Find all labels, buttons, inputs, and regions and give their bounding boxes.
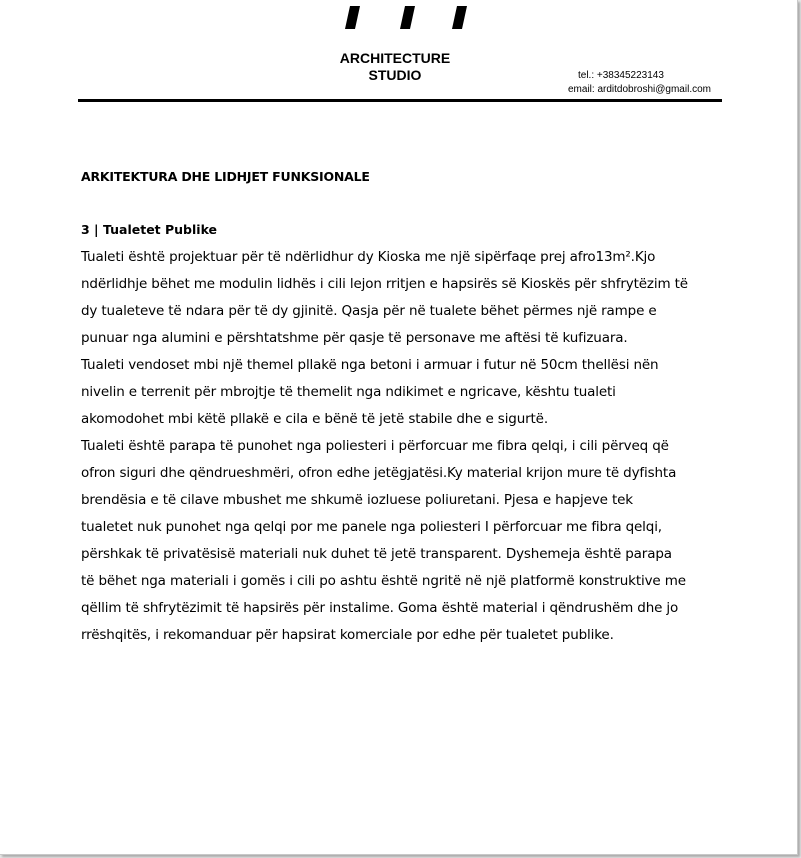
section-title: ARKITEKTURA DHE LIDHJET FUNKSIONALE <box>81 169 370 184</box>
body-line: brendësia e të cilave mbushet me shkumë iozluese poliuretani. Pjesa e hapjeve tek <box>81 492 633 508</box>
subsection-title: 3 | Tualetet Publike <box>81 222 218 237</box>
studio-name <box>320 50 470 84</box>
body-line: nivelin e terrenit për mbrojtje të themelit nga ndikimet e ngricave, kështu tualeti <box>81 384 616 400</box>
header-divider <box>78 99 722 102</box>
body-line: ndërlidhje bëhet me modulin lidhës i cili lejon rritjen e hapsirës së Kioskës për shfrytëzim të <box>81 276 688 292</box>
body-line: ofron siguri dhe qëndrueshmëri, ofron edhe jetëgjatësi.Ky material krijon mure të dyfishta <box>81 465 677 481</box>
studio-name-line1: ARCHITECTURE <box>339 50 451 66</box>
body-line: punuar nga alumini e përshtatshme për qasje të personave me aftësi të kufizuara. <box>81 330 628 346</box>
body-line: Tualeti është parapa të punohet nga poliesteri i përforcuar me fibra qelqi, i cili përveq që <box>81 438 669 454</box>
logo-slash-2 <box>400 6 415 29</box>
contact-email: email: arditdobroshi@gmail.com <box>568 84 711 95</box>
body-line: rrëshqitës, i rekomanduar për hapsirat komerciale por edhe për tualetet publike. <box>81 627 614 643</box>
body-line: të bëhet nga materiali i gomës i cili po ashtu është ngritë në një platformë konstruktive me <box>81 573 686 589</box>
body-line: tualetet nuk punohet nga qelqi por me panele nga poliesteri I përforcuar me fibra qelqi, <box>81 519 662 535</box>
body-line: qëllim të shfrytëzimit të hapsirës për instalime. Goma është material i qëndrushëm dhe jo <box>81 600 679 616</box>
studio-name-line2: STUDIO <box>368 67 422 83</box>
body-line: akomodohet mbi këtë pllakë e cila e bënë të jetë stabile dhe e sigurtë. <box>81 411 548 427</box>
logo-slash-3 <box>452 6 467 29</box>
contact-info <box>568 69 711 97</box>
contact-tel: tel.: +38345223143 <box>578 70 664 81</box>
body-line: përshkak të privatësisë materiali nuk duhet të jetë transparent. Dyshemeja është parapa <box>81 546 672 562</box>
body-line: Tualeti është projektuar për të ndërlidhur dy Kioska me një sipërfaqe prej afro13m².Kjo <box>81 249 656 265</box>
studio-logo-slashes <box>336 0 476 30</box>
body-line: Tualeti vendoset mbi një themel pllakë nga betoni i armuar i futur në 50cm thellësi nën <box>81 357 659 373</box>
body-line: dy tualeteve të ndara për të dy gjinitë. Qasja për në tualete bëhet përmes një rampe e <box>81 303 657 319</box>
logo-slash-1 <box>345 6 360 29</box>
body-paragraph <box>81 244 721 649</box>
